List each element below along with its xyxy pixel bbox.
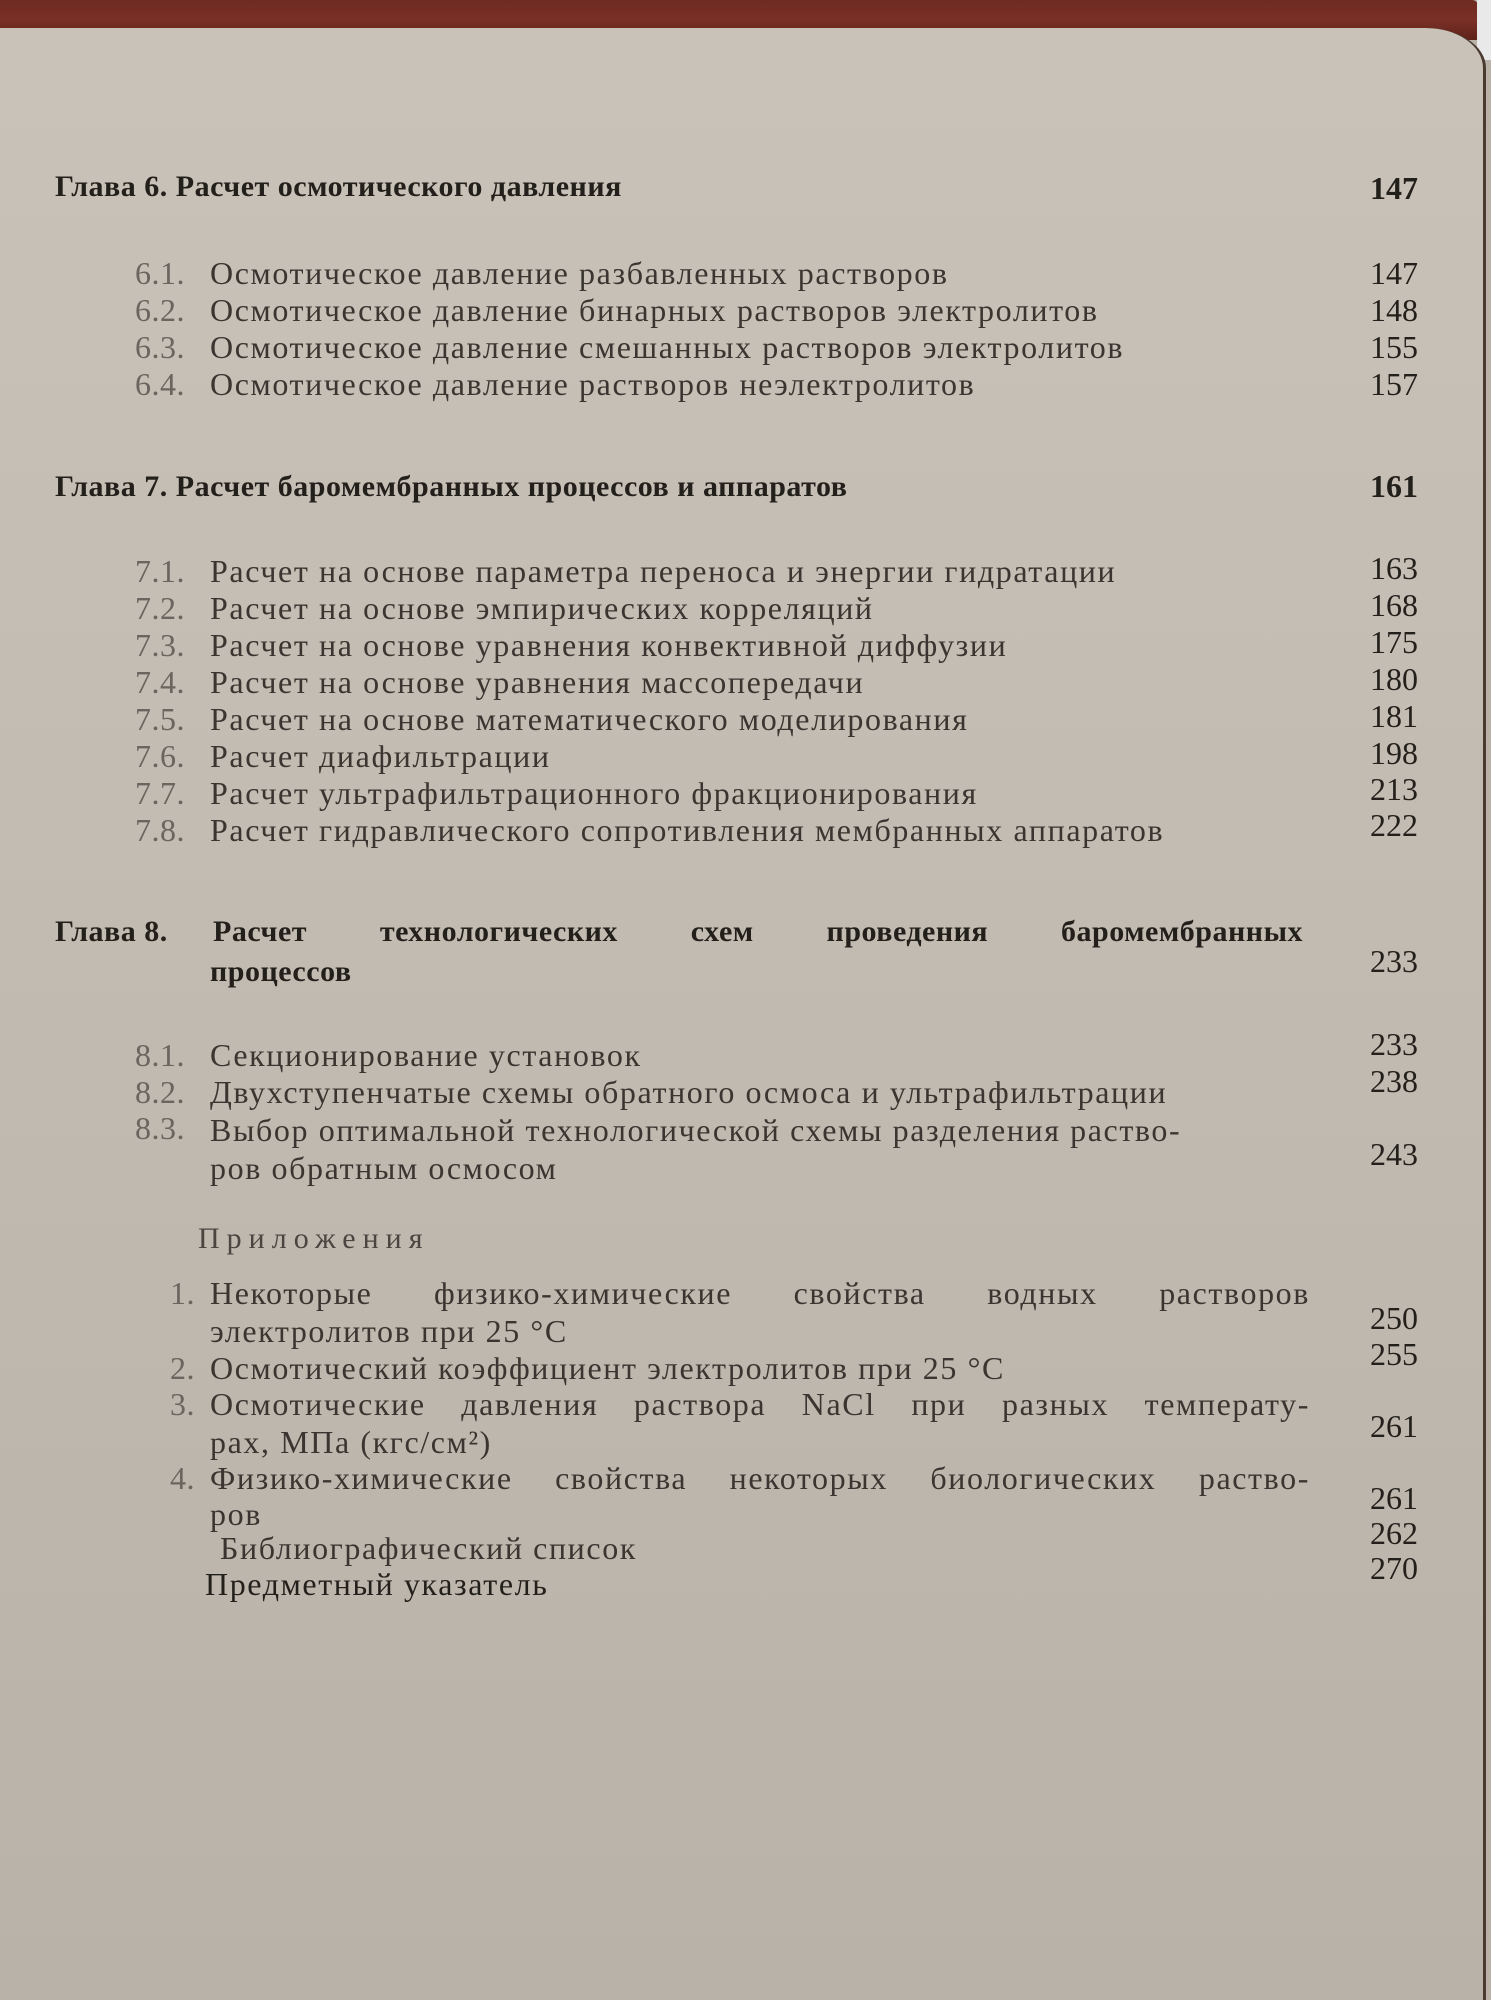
section-title: Осмотическое давление растворов неэлектролитов bbox=[210, 366, 976, 402]
section-page-number: 155 bbox=[1370, 329, 1418, 365]
section-title: Расчет на основе эмпирических корреляций bbox=[210, 590, 874, 626]
section-number: 6.2. bbox=[135, 292, 185, 328]
section-title-line-2: ров обратным осмосом bbox=[210, 1150, 558, 1186]
section-number: 6.1. bbox=[135, 255, 185, 291]
section-number: 7.2. bbox=[135, 590, 185, 626]
section-number: 8.1. bbox=[135, 1037, 185, 1073]
section-number: 7.7. bbox=[135, 775, 185, 811]
section-page-number: 180 bbox=[1370, 661, 1418, 697]
section-title: Расчет на основе математического моделирования bbox=[210, 701, 969, 737]
appendix-number: 2. bbox=[170, 1350, 195, 1386]
appendix-number: 1. bbox=[170, 1275, 195, 1311]
section-number: 7.6. bbox=[135, 738, 185, 774]
section-number: 8.3. bbox=[135, 1110, 185, 1146]
section-number: 7.3. bbox=[135, 627, 185, 663]
chapter-label: Глава 6. bbox=[55, 170, 168, 203]
section-page-number: 148 bbox=[1370, 292, 1418, 328]
section-number: 7.4. bbox=[135, 664, 185, 700]
index-title: Предметный указатель bbox=[205, 1566, 549, 1602]
section-title: Осмотическое давление разбавленных растворов bbox=[210, 255, 949, 291]
section-title: Секционирование установок bbox=[210, 1037, 642, 1073]
section-number: 7.8. bbox=[135, 812, 185, 848]
section-title: Расчет ультрафильтрационного фракционирования bbox=[210, 775, 978, 811]
appendix-title: Осмотический коэффициент электролитов при 25 °C bbox=[210, 1350, 1005, 1386]
section-page-number: 163 bbox=[1370, 550, 1418, 586]
section-title: Расчет диафильтрации bbox=[210, 738, 551, 774]
section-page-number: 243 bbox=[1370, 1136, 1418, 1172]
chapter-title-line-1: Расчет технологических схем проведения баромембранных bbox=[213, 915, 1303, 948]
chapter-page-number: 233 bbox=[1370, 943, 1418, 979]
section-page-number: 213 bbox=[1370, 771, 1418, 807]
appendix-title-line-1: Осмотические давления раствора NaCl при разных температу- bbox=[210, 1386, 1310, 1422]
section-title: Двухступенчатые схемы обратного осмоса и ультрафильтрации bbox=[210, 1074, 1168, 1110]
section-number: 7.5. bbox=[135, 701, 185, 737]
index-page-number: 270 bbox=[1370, 1550, 1418, 1586]
appendix-page-number: 250 bbox=[1370, 1300, 1418, 1336]
appendix-page-number: 261 bbox=[1370, 1408, 1418, 1444]
chapter-page-number: 147 bbox=[1370, 170, 1418, 206]
section-number: 7.1. bbox=[135, 553, 185, 589]
appendix-number: 3. bbox=[170, 1386, 195, 1422]
appendix-title-line-2: электролитов при 25 °C bbox=[210, 1313, 568, 1349]
section-title: Расчет на основе уравнения массопередачи bbox=[210, 664, 865, 700]
appendix-title-line-1: Физико-химические свойства некоторых биологических раство- bbox=[210, 1460, 1310, 1496]
chapter-title-line-2: процессов bbox=[210, 955, 352, 988]
bibliography-title: Библиографический список bbox=[220, 1530, 637, 1566]
section-number: 6.3. bbox=[135, 329, 185, 365]
chapter-label: Глава 7. bbox=[55, 470, 168, 503]
section-title: Осмотическое давление смешанных растворов электролитов bbox=[210, 329, 1125, 365]
section-page-number: 147 bbox=[1370, 255, 1418, 291]
section-title-line-1: Выбор оптимальной технологической схемы разделения раство- bbox=[210, 1112, 1182, 1148]
chapter-label: Глава 8. bbox=[55, 915, 168, 948]
chapter-title: Расчет баромембранных процессов и аппаратов bbox=[175, 470, 848, 503]
appendix-title-line-2: ров bbox=[210, 1496, 262, 1532]
appendix-page-number: 255 bbox=[1370, 1336, 1418, 1372]
section-page-number: 233 bbox=[1370, 1026, 1418, 1062]
section-page-number: 198 bbox=[1370, 735, 1418, 771]
bibliography-page-number: 262 bbox=[1370, 1515, 1418, 1551]
section-title: Расчет на основе уравнения конвективной диффузии bbox=[210, 627, 1008, 663]
section-page-number: 238 bbox=[1370, 1063, 1418, 1099]
appendix-title-line-2: рах, МПа (кгс/см²) bbox=[210, 1424, 492, 1460]
chapter-heading bbox=[55, 915, 168, 949]
chapter-page-number: 161 bbox=[1370, 468, 1418, 504]
appendix-page-number: 261 bbox=[1370, 1480, 1418, 1516]
section-page-number: 222 bbox=[1370, 807, 1418, 843]
section-page-number: 175 bbox=[1370, 624, 1418, 660]
appendix-title-line-1: Некоторые физико-химические свойства водных растворов bbox=[210, 1275, 1310, 1311]
section-number: 6.4. bbox=[135, 366, 185, 402]
section-number: 8.2. bbox=[135, 1074, 185, 1110]
appendices-heading: Приложения bbox=[198, 1222, 430, 1255]
section-page-number: 168 bbox=[1370, 587, 1418, 623]
section-title: Осмотическое давление бинарных растворов электролитов bbox=[210, 292, 1099, 328]
section-title: Расчет гидравлического сопротивления мембранных аппаратов bbox=[210, 812, 1165, 848]
chapter-heading bbox=[55, 170, 622, 204]
appendix-number: 4. bbox=[170, 1460, 195, 1496]
chapter-heading bbox=[55, 470, 847, 504]
section-page-number: 181 bbox=[1370, 698, 1418, 734]
chapter-title: Расчет осмотического давления bbox=[175, 170, 622, 203]
section-page-number: 157 bbox=[1370, 366, 1418, 402]
section-title: Расчет на основе параметра переноса и энергии гидратации bbox=[210, 553, 1117, 589]
